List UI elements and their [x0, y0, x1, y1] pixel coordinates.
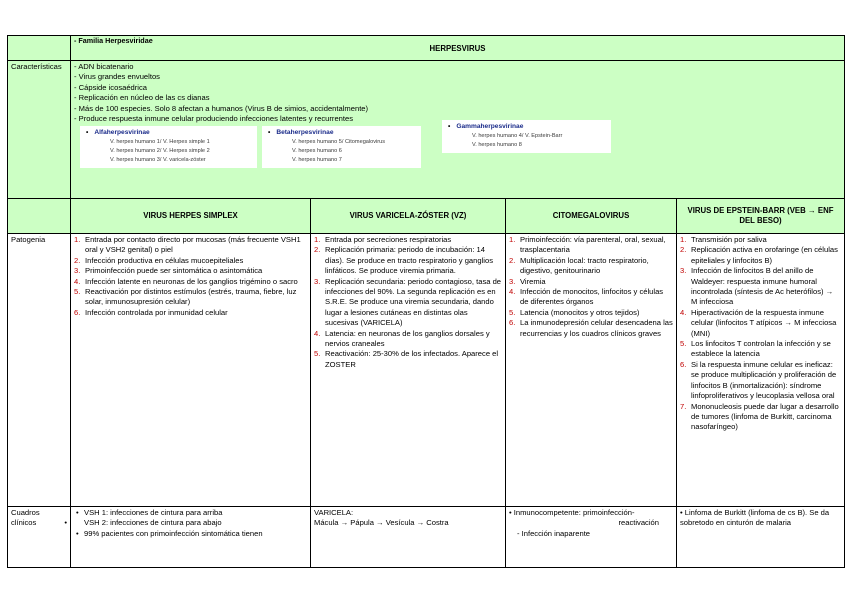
list-number: 4.: [74, 276, 81, 286]
list-text: Infección de monocitos, linfocitos y células de diferentes órganos: [520, 287, 664, 307]
column-header-row: [8, 199, 845, 234]
list-item: [680, 245, 841, 266]
bullet-icon: •: [448, 123, 451, 131]
clinical-bullet-line: [74, 508, 307, 518]
clinical-text: VSH 2: infecciones de cintura para abajo: [84, 518, 222, 528]
list-text: Infección latente en neuronas de los ganglios trigémino o sacro: [85, 276, 298, 286]
subfamily-item: V. herpes humano 5/ Citomegalovirus: [292, 139, 386, 146]
list-text: Si la respuesta inmune celular es ineficaz: se produce multiplicación y proliferación de linfocitos B (inmortalización): síndrome linfoproliferativos y leucoplasia vellosa oral: [691, 359, 837, 401]
clinical-cmv: [506, 507, 677, 568]
column-header-hsv: VIRUS HERPES SIMPLEX: [71, 199, 311, 234]
bullet-icon: •: [64, 518, 67, 527]
family-label: - Familia Herpesviridae: [74, 36, 153, 45]
list-item: [680, 266, 841, 308]
subfamily-title: Betaherpesvirinae: [276, 129, 334, 137]
pathogenesis-row: [8, 234, 845, 507]
bullet-icon: •: [76, 528, 79, 538]
clinical-cmv-line: • Inmunocompetente: primoinfección-: [509, 508, 635, 517]
list-text: Infección controlada por inmunidad celular: [85, 307, 228, 317]
pathogenesis-list: [509, 235, 673, 339]
list-text: Los linfocitos T controlan la infección y se establece la latencia: [691, 339, 831, 359]
subfamily-box-beta: [262, 126, 421, 168]
pathogenesis-list: [680, 235, 841, 433]
characteristic-line: - Produce respuesta inmune celular produciendo infecciones latentes y recurrentes: [74, 114, 354, 124]
list-text: Latencia (monocitos y otros tejidos): [520, 307, 640, 317]
list-number: 6.: [680, 359, 687, 369]
list-number: 3.: [74, 266, 81, 276]
list-number: 5.: [509, 307, 516, 317]
list-number: 4.: [680, 307, 687, 317]
clinical-hsv: [71, 507, 311, 568]
table-title: HERPESVIRUS: [429, 44, 486, 54]
list-text: La inmunodepresión celular desencadena las recurrencias y los cuadros clínicos graves: [520, 318, 673, 338]
column-header-cmv: CITOMEGALOVIRUS: [506, 199, 677, 234]
list-item: [314, 328, 502, 350]
list-number: 2.: [314, 245, 321, 255]
list-number: 1.: [314, 235, 321, 244]
list-item: [680, 339, 841, 360]
list-item: [74, 307, 307, 318]
list-text: Hiperactivación de la respuesta inmune celular (linfocitos T atípicos → M infecciosa (MNI): [691, 307, 837, 338]
title-row: [8, 36, 845, 61]
column-header-vz: VIRUS VARICELA-ZÓSTER (VZ): [311, 199, 506, 234]
list-number: 3.: [680, 266, 687, 276]
pathogenesis-ebv: [677, 234, 845, 507]
list-text: Infección productiva en células mucoepiteliales: [85, 255, 244, 265]
list-item: [314, 235, 502, 245]
empty-corner-cell: [8, 36, 71, 61]
clinical-bullet-line: [74, 518, 307, 528]
characteristic-line: - Virus grandes envueltos: [74, 72, 160, 82]
list-item: [680, 359, 841, 402]
list-item: [509, 235, 673, 256]
subfamily-item: V. herpes humano 8: [472, 142, 522, 149]
list-text: Infección de linfocitos B del anillo de Waldeyer: respuesta inmune humoral incontrolada (síntesis de Ac heterófilos) → M infecciosa: [691, 266, 834, 307]
list-text: Entrada por secreciones respiratorias: [325, 235, 452, 244]
subfamily-item: V. herpes humano 1/ V. Herpes simple 1: [110, 139, 210, 146]
subfamily-item: V. herpes humano 7: [292, 157, 342, 164]
clinical-bullet-line: [74, 529, 307, 539]
herpesvirus-table: [7, 35, 844, 568]
clinical-text: VSH 1: infecciones de cintura para arriba: [84, 508, 223, 517]
list-text: Mononucleosis puede dar lugar a desarrollo de tumores (linfoma de Burkitt, carcinoma nasofaríngeo): [691, 401, 839, 432]
list-number: 1.: [74, 235, 81, 244]
list-number: 5.: [74, 287, 81, 297]
subfamily-item: V. herpes humano 3/ V. varicela-zóster: [110, 157, 206, 164]
subfamily-box-gamma: [442, 120, 611, 153]
list-text: Entrada por contacto directo por mucosas (más frecuente VSH1 oral y VSH2 genital) o piel: [85, 235, 301, 255]
list-text: Primoinfección puede ser sintomática o asintomática: [85, 266, 263, 276]
list-item: [74, 255, 307, 266]
list-number: 3.: [314, 276, 321, 286]
list-text: Viremia: [520, 276, 546, 286]
clinical-ebv: • Linfoma de Burkitt (linfoma de cs B). Se da sobretodo en cinturón de malaria: [677, 507, 845, 568]
characteristics-label: Características: [8, 61, 71, 199]
list-text: Replicación primaria: periodo de incubación: 14 días). Se produce en tracto respiratorio y ganglios linfáticos. Se produce viremia primaria.: [325, 245, 493, 276]
list-text: Primoinfección: vía parenteral, oral, sexual, trasplacentaria: [520, 235, 666, 255]
list-item: [509, 318, 673, 339]
pathogenesis-hsv: [71, 234, 311, 507]
list-item: [680, 307, 841, 339]
list-item: [74, 235, 307, 256]
list-item: [314, 276, 502, 329]
list-number: 1.: [680, 235, 687, 244]
pathogenesis-list: [74, 235, 307, 318]
characteristics-row: [8, 61, 845, 199]
list-item: [314, 245, 502, 276]
list-item: [509, 255, 673, 277]
list-number: 2.: [74, 255, 81, 265]
list-number: 4.: [314, 328, 321, 338]
list-number: 3.: [509, 276, 516, 286]
empty-header-cell: [8, 199, 71, 234]
characteristic-line: - Cápside icosaédrica: [74, 82, 148, 92]
subfamily-title: Alfaherpesvirinae: [94, 129, 150, 137]
list-text: Replicación secundaria: periodo contagioso, tasa de infecciones del 90%. La segunda replicación es en S.R.E. Se produce una viremia secundaria, dando lugar a lesiones cutáneas en distintas olas sucesivas (VARICELA): [325, 276, 502, 328]
clinical-vz-text: Mácula → Pápula → Vesícula → Costra: [314, 518, 449, 528]
list-text: Latencia: en neuronas de los ganglios dorsales y nervios craneales: [325, 328, 490, 349]
characteristics-cell: [71, 61, 845, 199]
clinical-cmv-line: reactivación: [618, 518, 659, 528]
list-number: 7.: [680, 401, 687, 411]
pathogenesis-list: [314, 235, 502, 370]
pathogenesis-cmv: [506, 234, 677, 507]
bullet-icon: •: [268, 129, 271, 137]
characteristic-line: - ADN bicatenario: [74, 62, 134, 71]
column-header-ebv: VIRUS DE EPSTEIN-BARR (VEB → ENF DEL BESO): [677, 199, 845, 234]
list-item: [680, 235, 841, 245]
list-text: Reactivación: 25-30% de los infectados. Aparece el ZOSTER: [325, 349, 499, 369]
list-number: 5.: [314, 349, 321, 359]
list-item: [314, 349, 502, 370]
list-number: 1.: [509, 235, 516, 244]
list-number: 2.: [680, 245, 687, 255]
clinical-label-cell: [8, 507, 71, 568]
list-item: [74, 276, 307, 287]
list-number: 4.: [509, 287, 516, 297]
list-text: Replicación activa en orofaringe (en células epiteliales y linfocitos B): [691, 245, 838, 265]
clinical-text: 99% pacientes con primoinfección sintomática tienen: [84, 528, 263, 538]
clinical-vz: [311, 507, 506, 568]
subfamily-title: Gammaherpesvirinae: [456, 123, 524, 131]
list-text: Reactivación por distintos estímulos (estrés, trauma, fiebre, luz solar, inmunosupresión celular): [85, 287, 297, 307]
list-item: [509, 287, 673, 308]
bullet-icon: •: [76, 508, 79, 517]
pathogenesis-vz: [311, 234, 506, 507]
subfamily-boxes: [74, 123, 841, 186]
list-item: [74, 266, 307, 276]
clinical-vz-title: VARICELA:: [314, 508, 354, 517]
characteristic-line: - Más de 100 especies. Solo 8 afectan a humanos (Virus B de simios, accidentalmente): [74, 103, 369, 113]
subfamily-item: V. herpes humano 2/ V. Herpes simple 2: [110, 148, 210, 155]
title-cell: [71, 36, 845, 61]
list-text: Multiplicación local: tracto respiratorio, digestivo, genitourinario: [520, 255, 649, 276]
list-number: 5.: [680, 339, 687, 349]
list-number: 6.: [509, 318, 516, 328]
list-item: [509, 276, 673, 287]
pathogenesis-label: Patogenia: [8, 234, 71, 507]
list-number: 6.: [74, 307, 81, 317]
clinical-row: [8, 507, 845, 568]
list-text: Transmisión por saliva: [691, 235, 767, 244]
clinical-cmv-line: - Infección inaparente: [517, 528, 591, 538]
list-item: [680, 401, 841, 433]
characteristic-line: - Replicación en núcleo de las cs dianas: [74, 93, 210, 103]
list-item: [74, 287, 307, 308]
list-item: [509, 307, 673, 318]
characteristics-list: [74, 62, 841, 124]
clinical-label: Cuadros clínicos: [11, 508, 40, 528]
subfamily-item: V. herpes humano 6: [292, 148, 342, 155]
bullet-icon: •: [86, 129, 89, 137]
subfamily-box-alfa: [80, 126, 257, 168]
subfamily-item: V. herpes humano 4/ V. Epstein-Barr: [472, 133, 563, 140]
list-number: 2.: [509, 255, 516, 265]
